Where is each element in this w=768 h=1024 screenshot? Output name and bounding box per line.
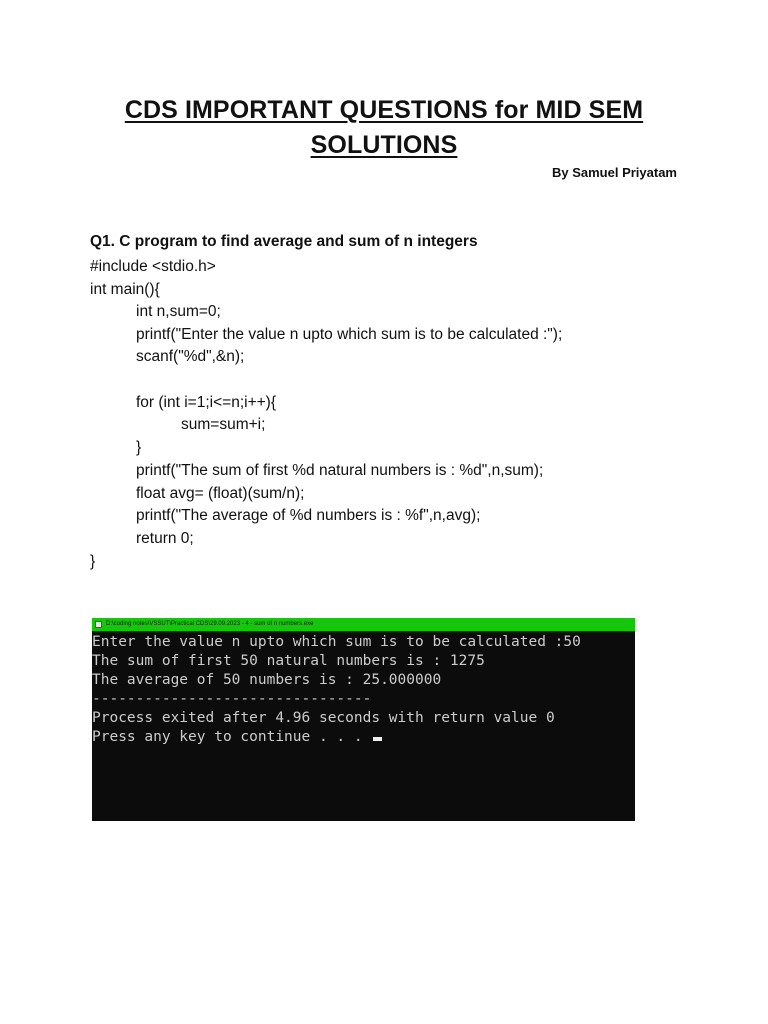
- code-line: }: [136, 439, 142, 456]
- code-line: float avg= (float)(sum/n);: [136, 485, 305, 502]
- code-line: printf("The sum of first %d natural numbers is : %d",n,sum);: [136, 462, 544, 479]
- console-line: The average of 50 numbers is : 25.000000: [92, 672, 442, 688]
- question-heading: Q1. C program to find average and sum of n integers: [90, 233, 478, 250]
- title-line-2: SOLUTIONS: [310, 131, 458, 159]
- code-line: sum=sum+i;: [181, 416, 266, 433]
- code-line: scanf("%d",&n);: [136, 348, 245, 365]
- console-output-screenshot: [92, 618, 635, 821]
- code-line: return 0;: [136, 530, 194, 547]
- cursor-icon: [373, 737, 382, 741]
- console-line: Enter the value n upto which sum is to be calculated :50: [92, 634, 581, 650]
- console-prompt-text: Press any key to continue . . .: [92, 729, 372, 745]
- author-byline: By Samuel Priyatam: [551, 165, 677, 180]
- code-line: printf("Enter the value n upto which sum is to be calculated :");: [136, 326, 563, 343]
- console-titlebar: [92, 618, 635, 631]
- console-line: The sum of first 50 natural numbers is : 1275: [92, 653, 485, 669]
- code-line: #include <stdio.h>: [90, 258, 216, 275]
- console-app-icon: [95, 621, 102, 628]
- console-prompt-line: [92, 728, 382, 747]
- console-window-title: D:\coding notes\VSSUT\Practical CDS\29.09.2023 - 4 - sum of n numbers.exe: [106, 621, 314, 627]
- code-line: int n,sum=0;: [136, 303, 221, 320]
- console-line: Process exited after 4.96 seconds with return value 0: [92, 710, 555, 726]
- code-line: for (int i=1;i<=n;i++){: [136, 394, 277, 411]
- title-line-1: CDS IMPORTANT QUESTIONS for MID SEM: [124, 96, 644, 124]
- code-line: }: [90, 553, 96, 570]
- code-line: int main(){: [90, 281, 160, 298]
- console-separator: --------------------------------: [92, 691, 372, 707]
- code-line: printf("The average of %d numbers is : %f",n,avg);: [136, 507, 481, 524]
